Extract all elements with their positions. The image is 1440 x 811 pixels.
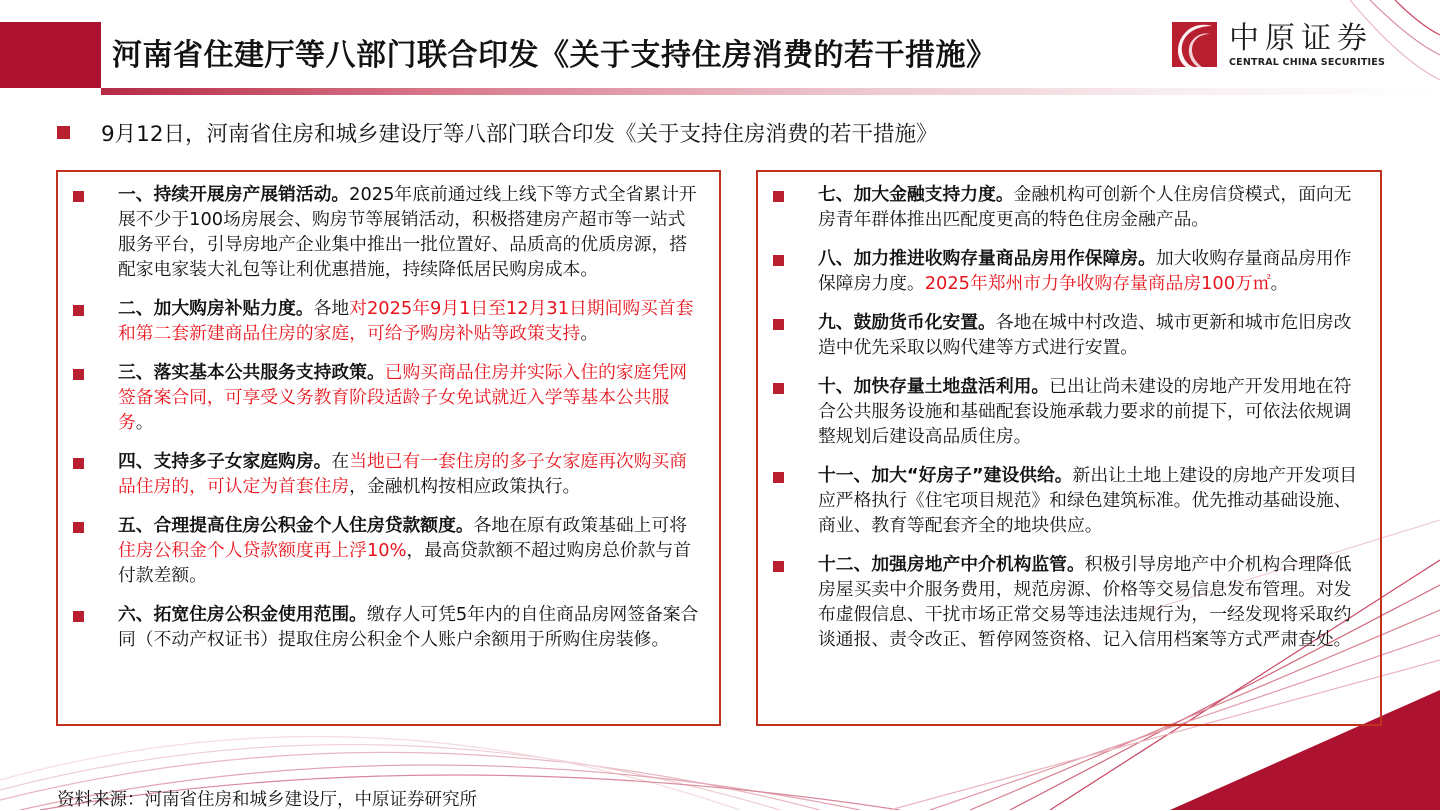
square-bullet-icon xyxy=(773,383,784,394)
measure-item-12 xyxy=(773,552,1362,652)
square-bullet-icon xyxy=(773,191,784,202)
measure-item-1 xyxy=(73,182,699,282)
measure-heading: 一、持续开展房产展销活动。 xyxy=(118,184,350,205)
measure-heading: 六、拓宽住房公积金使用范围。 xyxy=(118,604,367,625)
square-bullet-icon xyxy=(773,255,784,266)
square-bullet-icon xyxy=(73,191,84,202)
measure-heading: 二、加大购房补贴力度。 xyxy=(118,298,314,319)
intro-text: 9月12日，河南省住房和城乡建设厅等八部门联合印发《关于支持住房消费的若干措施》 xyxy=(101,122,938,147)
measure-item-4 xyxy=(73,449,699,499)
measure-text: 加大收购存量商品房用作保障房力度。 xyxy=(818,248,1352,294)
measure-text: 已出让尚未建设的房地产开发用地在符合公共服务设施和基础配套设施承载力要求的前提下，可依法依规调整规划后建设高品质住房。 xyxy=(818,376,1352,447)
measure-item-6 xyxy=(73,602,699,652)
measure-item-11 xyxy=(773,463,1362,538)
measure-text: 缴存人可凭5年内的自住商品房网签备案合同（不动产权证书）提取住房公积金个人账户余额用于所购住房装修。 xyxy=(118,604,699,650)
measure-item-7 xyxy=(773,182,1362,232)
measure-highlight-text: 对2025年9月1日至12月31日期间购买首套和第二套新建商品住房的家庭，可给予购房补贴等政策支持 xyxy=(118,298,694,344)
measure-text: 积极引导房地产中介机构合理降低房屋买卖中介服务费用，规范房源、价格等交易信息发布管理。对发布虚假信息、干扰市场正常交易等违法违规行为，一经发现将采取约谈通报、责令改正、暂停网签资格、记入信用档案等方式严肃查处。 xyxy=(818,554,1352,650)
measure-text: ，金融机构按相应政策执行。 xyxy=(349,476,581,497)
measure-heading: 八、加力推进收购存量商品房用作保障房。 xyxy=(818,248,1156,269)
square-bullet-icon xyxy=(73,611,84,622)
source-note: 资料来源：河南省住房和城乡建设厅，中原证券研究所 xyxy=(57,790,477,810)
left-measures-panel xyxy=(56,170,721,726)
measure-text: 在 xyxy=(331,451,350,472)
measure-item-9 xyxy=(773,310,1362,360)
measure-text: 金融机构可创新个人住房信贷模式，面向无房青年群体推出匹配度更高的特色住房金融产品。 xyxy=(818,184,1352,230)
title-underline-bar xyxy=(101,88,1440,95)
measure-heading: 四、支持多子女家庭购房。 xyxy=(118,451,332,472)
central-china-securities-logo-icon xyxy=(1172,22,1217,67)
measure-heading: 九、鼓励货币化安置。 xyxy=(818,312,996,333)
measure-highlight-text: 2025年郑州市力争收购存量商品房100万㎡ xyxy=(924,273,1271,294)
company-logo xyxy=(1172,22,1385,68)
right-measures-panel xyxy=(756,170,1382,726)
measure-text: 。 xyxy=(580,323,599,344)
measure-text: 。 xyxy=(1270,273,1289,294)
measure-text: 2025年底前通过线上线下等方式全省累计开展不少于100场房展会、购房节等展销活动，积极搭建房产超市等一站式服务平台，引导房地产企业集中推出一批位置好、品质高的优质房源，搭配家电家装大礼包等让利优惠措施，持续降低居民购房成本。 xyxy=(118,184,697,280)
square-bullet-icon xyxy=(773,472,784,483)
square-bullet-icon xyxy=(73,305,84,316)
measure-heading: 五、合理提高住房公积金个人住房贷款额度。 xyxy=(118,515,474,536)
title-accent-block xyxy=(0,22,101,88)
logo-name-en: CENTRAL CHINA SECURITIES xyxy=(1229,57,1386,68)
measure-item-8 xyxy=(773,246,1362,296)
measure-heading: 十二、加强房地产中介机构监管。 xyxy=(818,554,1085,575)
measure-heading: 三、落实基本公共服务支持政策。 xyxy=(118,362,385,383)
square-bullet-icon xyxy=(773,561,784,572)
measure-heading: 十一、加大“好房子”建设供给。 xyxy=(818,465,1073,486)
measure-text: 。 xyxy=(135,412,154,433)
measure-highlight-text: 当地已有一套住房的多子女家庭再次购买商品住房的，可认定为首套住房 xyxy=(118,451,688,497)
square-bullet-icon xyxy=(773,319,784,330)
measure-text: 各地 xyxy=(313,298,350,319)
square-bullet-icon xyxy=(73,522,84,533)
measure-item-10 xyxy=(773,374,1362,449)
intro-bullet xyxy=(57,117,938,148)
page-title: 河南省住建厅等八部门联合印发《关于支持住房消费的若干措施》 xyxy=(112,38,997,73)
square-bullet-icon xyxy=(57,126,70,139)
square-bullet-icon xyxy=(73,458,84,469)
measure-item-5 xyxy=(73,513,699,588)
measure-text: 新出让土地上建设的房地产开发项目应严格执行《住宅项目规范》和绿色建筑标准。优先推动基础设施、商业、教育等配套齐全的地块供应。 xyxy=(818,465,1358,536)
measure-highlight-text: 已购买商品住房并实际入住的家庭凭网签备案合同，可享受义务教育阶段适龄子女免试就近入学等基本公共服务 xyxy=(118,362,688,433)
square-bullet-icon xyxy=(73,369,84,380)
measure-item-2 xyxy=(73,296,699,346)
logo-name-cn: 中原证券 xyxy=(1229,21,1373,56)
measure-heading: 七、加大金融支持力度。 xyxy=(818,184,1014,205)
measure-highlight-text: 住房公积金个人贷款额度再上浮10% xyxy=(118,540,407,561)
measure-text: 各地在城中村改造、城市更新和城市危旧房改造中优先采取以购代建等方式进行安置。 xyxy=(818,312,1352,358)
measure-item-3 xyxy=(73,360,699,435)
measure-heading: 十、加快存量土地盘活利用。 xyxy=(818,376,1050,397)
measure-text: ，最高贷款额不超过购房总价款与首付款差额。 xyxy=(118,540,691,586)
measure-text: 各地在原有政策基础上可将 xyxy=(473,515,688,536)
